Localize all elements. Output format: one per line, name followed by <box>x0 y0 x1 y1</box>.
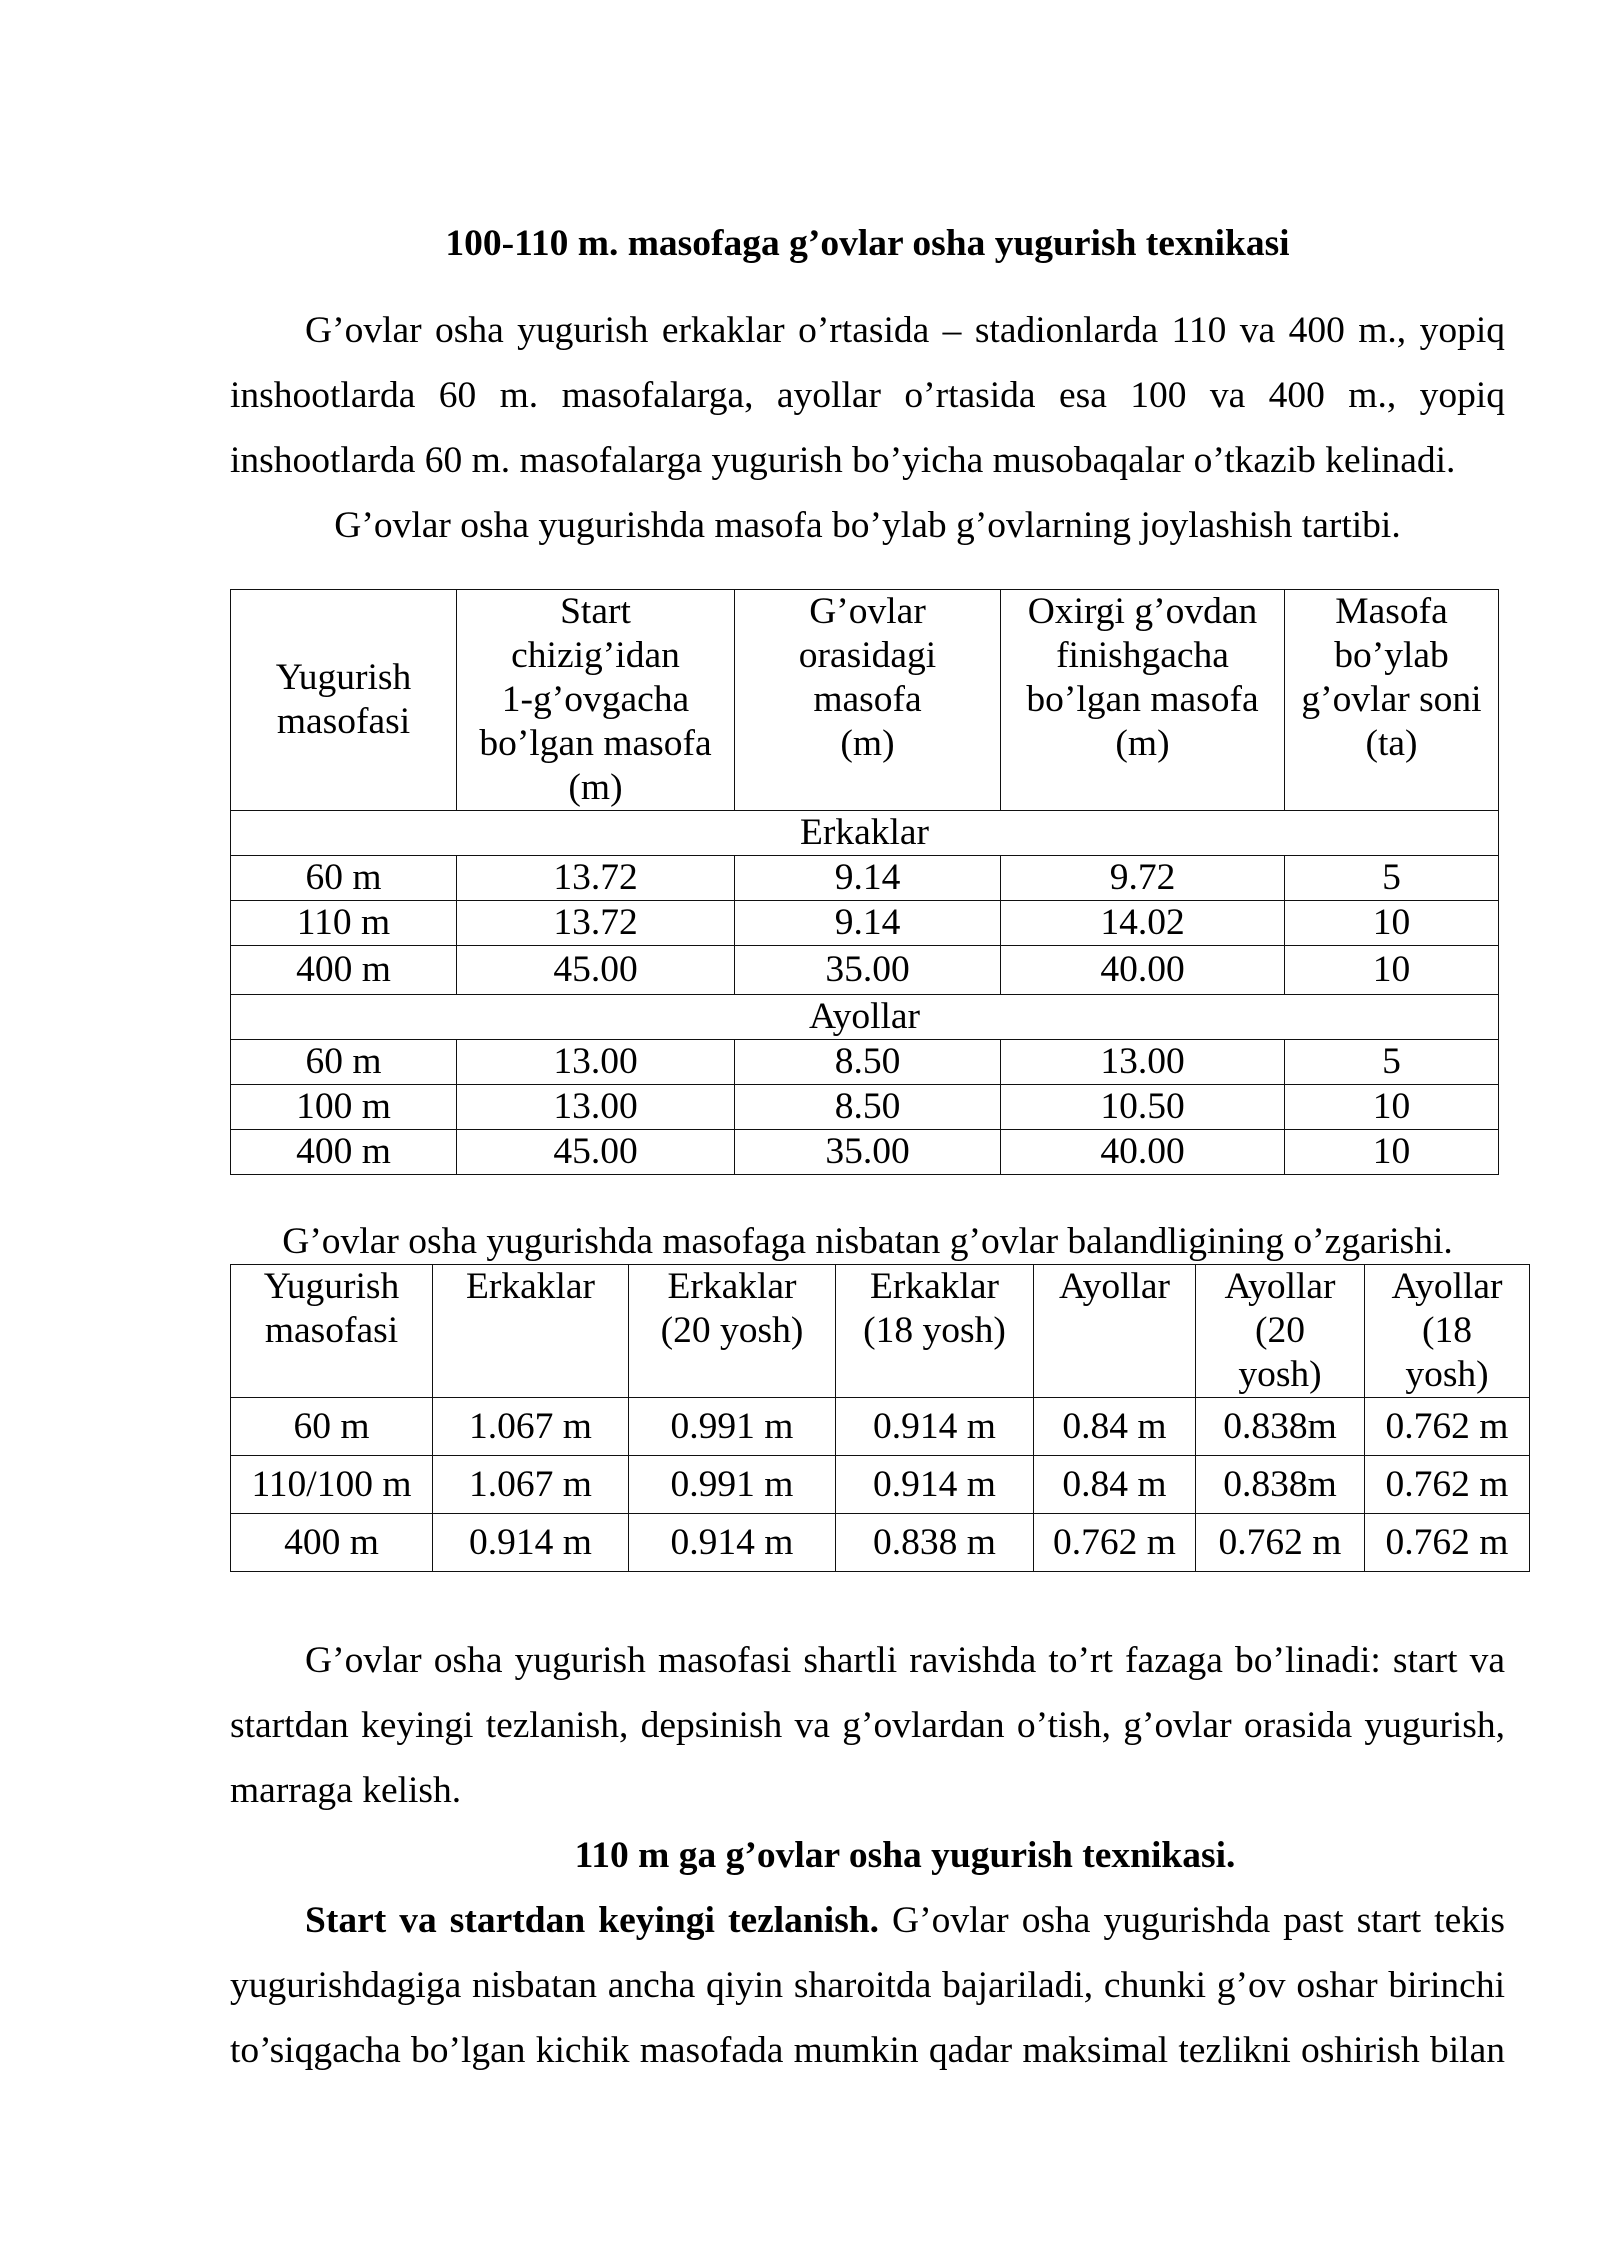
start-paragraph-text: G’ovlar osha yugurishda past start tekis yugurishdagiga nisbatan ancha qiyin sharoitda bajariladi, chunki g’ov oshar birinchi to’siqgacha bo’lgan kichik masofada mumkin qadar maksimal tezlikni oshirish bilan <box>230 1900 1505 2071</box>
table2-cell-men: 0.914 m <box>433 1514 629 1572</box>
table1-cell-between-hurdles: 9.14 <box>735 856 1001 901</box>
table1-section-row <box>231 811 1499 856</box>
table1-section-label-women: Ayollar <box>231 995 1499 1040</box>
table2-cell-men-20: 0.914 m <box>629 1514 836 1572</box>
table1-cell-last-hurdle-to-finish: 13.00 <box>1001 1040 1285 1085</box>
table2-header-distance: Yugurish masofasi <box>231 1265 433 1398</box>
table2-cell-women-18: 0.762 m <box>1365 1398 1530 1456</box>
table1-cell-distance: 400 m <box>231 1130 457 1175</box>
table1-cell-start-to-first-hurdle: 13.72 <box>457 856 735 901</box>
table2-cell-men-20: 0.991 m <box>629 1398 836 1456</box>
table1-header-last-hurdle-to-finish: Oxirgi g’ovdan finishgacha bo’lgan masofa (m) <box>1001 590 1285 811</box>
table1-cell-hurdle-count: 5 <box>1285 1040 1499 1085</box>
table2-cell-distance: 110/100 m <box>231 1456 433 1514</box>
table1-header-hurdle-count: Masofa bo’ylab g’ovlar soni (ta) <box>1285 590 1499 811</box>
table2-header-women: Ayollar <box>1034 1265 1196 1398</box>
table2-row <box>231 1456 1530 1514</box>
table2-cell-men-20: 0.991 m <box>629 1456 836 1514</box>
table1-cell-hurdle-count: 5 <box>1285 856 1499 901</box>
table1-cell-last-hurdle-to-finish: 14.02 <box>1001 901 1285 946</box>
table1-cell-start-to-first-hurdle: 13.72 <box>457 901 735 946</box>
table2-cell-men-18: 0.914 m <box>836 1398 1034 1456</box>
section-heading: 110 m ga g’ovlar osha yugurish texnikasi. <box>574 1835 1236 1876</box>
table1-cell-start-to-first-hurdle: 45.00 <box>457 946 735 995</box>
start-paragraph-lead: Start va startdan keyingi tezlanish. <box>305 1900 880 1941</box>
table1-cell-hurdle-count: 10 <box>1285 901 1499 946</box>
table2-row <box>231 1514 1530 1572</box>
table2-header-row <box>231 1265 1530 1398</box>
table1-cell-last-hurdle-to-finish: 9.72 <box>1001 856 1285 901</box>
table2-caption: G’ovlar osha yugurishda masofaga nisbatan g’ovlar balandligining o’zgarishi. <box>282 1221 1453 1262</box>
table1-header-start-to-first-hurdle: Start chizig’idan 1-g’ovgacha bo’lgan masofa (m) <box>457 590 735 811</box>
table1-cell-last-hurdle-to-finish: 40.00 <box>1001 1130 1285 1175</box>
table1-row <box>231 946 1499 995</box>
table1-cell-hurdle-count: 10 <box>1285 1085 1499 1130</box>
start-paragraph <box>230 1888 1505 2083</box>
table2-row <box>231 1398 1530 1456</box>
table1-section-row <box>231 995 1499 1040</box>
table2-cell-women-20: 0.838m <box>1196 1398 1365 1456</box>
table1-cell-distance: 400 m <box>231 946 457 995</box>
table2-cell-women-18: 0.762 m <box>1365 1456 1530 1514</box>
table1-cell-distance: 60 m <box>231 1040 457 1085</box>
table1-header-between-hurdles: G’ovlar orasidagi masofa (m) <box>735 590 1001 811</box>
table1-cell-distance: 60 m <box>231 856 457 901</box>
table2-cell-women-20: 0.762 m <box>1196 1514 1365 1572</box>
table1-caption: G’ovlar osha yugurishda masofa bo’ylab g’ovlarning joylashish tartibi. <box>334 505 1401 546</box>
table1-header-row <box>231 590 1499 811</box>
table1-cell-start-to-first-hurdle: 13.00 <box>457 1085 735 1130</box>
table1-cell-between-hurdles: 9.14 <box>735 901 1001 946</box>
body-text-section <box>230 1628 1505 2083</box>
table2-header-women-18: Ayollar (18 yosh) <box>1365 1265 1530 1398</box>
table1-cell-distance: 110 m <box>231 901 457 946</box>
table1-row <box>231 1130 1499 1175</box>
hurdle-placement-table <box>230 589 1499 1175</box>
table1-section-label-men: Erkaklar <box>231 811 1499 856</box>
table1-row <box>231 1085 1499 1130</box>
table1-cell-start-to-first-hurdle: 13.00 <box>457 1040 735 1085</box>
table1-row <box>231 1040 1499 1085</box>
table2-cell-women: 0.84 m <box>1034 1398 1196 1456</box>
hurdle-height-table <box>230 1264 1530 1572</box>
table2-cell-distance: 400 m <box>231 1514 433 1572</box>
table2-cell-men: 1.067 m <box>433 1398 629 1456</box>
table1-cell-hurdle-count: 10 <box>1285 946 1499 995</box>
table2-cell-women-20: 0.838m <box>1196 1456 1365 1514</box>
table1-cell-last-hurdle-to-finish: 40.00 <box>1001 946 1285 995</box>
table1-row <box>231 901 1499 946</box>
table1-cell-between-hurdles: 8.50 <box>735 1040 1001 1085</box>
table2-cell-men: 1.067 m <box>433 1456 629 1514</box>
table1-cell-distance: 100 m <box>231 1085 457 1130</box>
table2-header-men-18: Erkaklar (18 yosh) <box>836 1265 1034 1398</box>
document-title: 100-110 m. masofaga g’ovlar osha yugurish texnikasi <box>445 223 1290 264</box>
table1-cell-between-hurdles: 35.00 <box>735 1130 1001 1175</box>
table1-cell-between-hurdles: 35.00 <box>735 946 1001 995</box>
table2-cell-women: 0.762 m <box>1034 1514 1196 1572</box>
table2-header-men-20: Erkaklar (20 yosh) <box>629 1265 836 1398</box>
table1-header-distance: Yugurish masofasi <box>231 590 457 811</box>
table2-cell-women-18: 0.762 m <box>1365 1514 1530 1572</box>
table1-cell-last-hurdle-to-finish: 10.50 <box>1001 1085 1285 1130</box>
table2-cell-distance: 60 m <box>231 1398 433 1456</box>
table2-cell-men-18: 0.838 m <box>836 1514 1034 1572</box>
table2-header-men: Erkaklar <box>433 1265 629 1398</box>
table2-cell-women: 0.84 m <box>1034 1456 1196 1514</box>
table1-row <box>231 856 1499 901</box>
intro-paragraph: G’ovlar osha yugurish erkaklar o’rtasida – stadionlarda 110 va 400 m., yopiq inshootlarda 60 m. masofalarga, ayollar o’rtasida esa 100 va 400 m., yopiq inshootlarda 60 m. masofalarga yugurish bo’yicha musobaqalar o’tkazib kelinadi. <box>230 310 1505 481</box>
phases-paragraph: G’ovlar osha yugurish masofasi shartli ravishda to’rt fazaga bo’linadi: start va startdan keyingi tezlanish, depsinish va g’ovlardan o’tish, g’ovlar orasida yugurish, marraga kelish. <box>230 1640 1505 1811</box>
table2-cell-men-18: 0.914 m <box>836 1456 1034 1514</box>
table1-cell-between-hurdles: 8.50 <box>735 1085 1001 1130</box>
table2-header-women-20: Ayollar (20 yosh) <box>1196 1265 1365 1398</box>
table1-cell-start-to-first-hurdle: 45.00 <box>457 1130 735 1175</box>
table1-cell-hurdle-count: 10 <box>1285 1130 1499 1175</box>
